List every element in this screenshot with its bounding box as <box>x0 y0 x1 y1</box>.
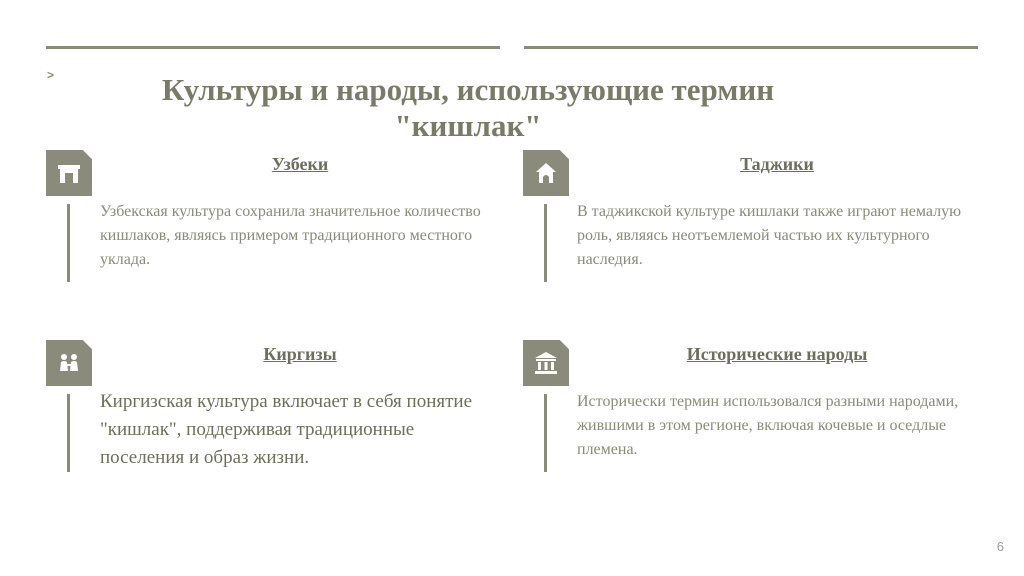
card-heading: Таджики <box>740 154 814 174</box>
arrow-marker: > <box>47 68 55 82</box>
header-rule-right <box>524 46 978 49</box>
card-description: В таджикской культуре кишлаки также играют немалую роль, являясь неотъемлемой частью их культурного наследия. <box>577 203 962 268</box>
slide-title-line2: "кишлак" <box>394 108 542 143</box>
card-uzbeks <box>46 150 496 300</box>
card-description: Киргизская культура включает в себя понятие "кишлак", поддерживая традиционные поселения и образ жизни. <box>100 391 473 468</box>
card-historical-peoples <box>523 340 973 490</box>
card-description: Исторически термин использовался разными народами, жившими в этом регионе, включая кочевые и оседлые племена. <box>577 393 959 458</box>
house-icon <box>523 150 569 196</box>
card-divider <box>544 204 547 282</box>
slide-title <box>0 72 936 144</box>
card-kyrgyz <box>46 340 496 490</box>
page-number: 6 <box>996 539 1004 554</box>
card-divider <box>544 394 547 472</box>
gate-icon <box>46 150 92 196</box>
card-tajiks <box>523 150 973 300</box>
header-rule-left <box>46 46 500 49</box>
card-description: Узбекская культура сохранила значительное количество кишлаков, являясь примером традиционного местного уклада. <box>100 203 481 268</box>
slide-title-line1: Культуры и народы, использующие термин <box>161 72 775 107</box>
card-divider <box>67 204 70 282</box>
museum-icon <box>523 340 569 386</box>
card-heading: Узбеки <box>271 154 329 174</box>
people-icon <box>46 340 92 386</box>
card-heading: Исторические народы <box>686 344 868 364</box>
card-heading: Киргизы <box>263 344 337 364</box>
card-divider <box>67 394 70 472</box>
